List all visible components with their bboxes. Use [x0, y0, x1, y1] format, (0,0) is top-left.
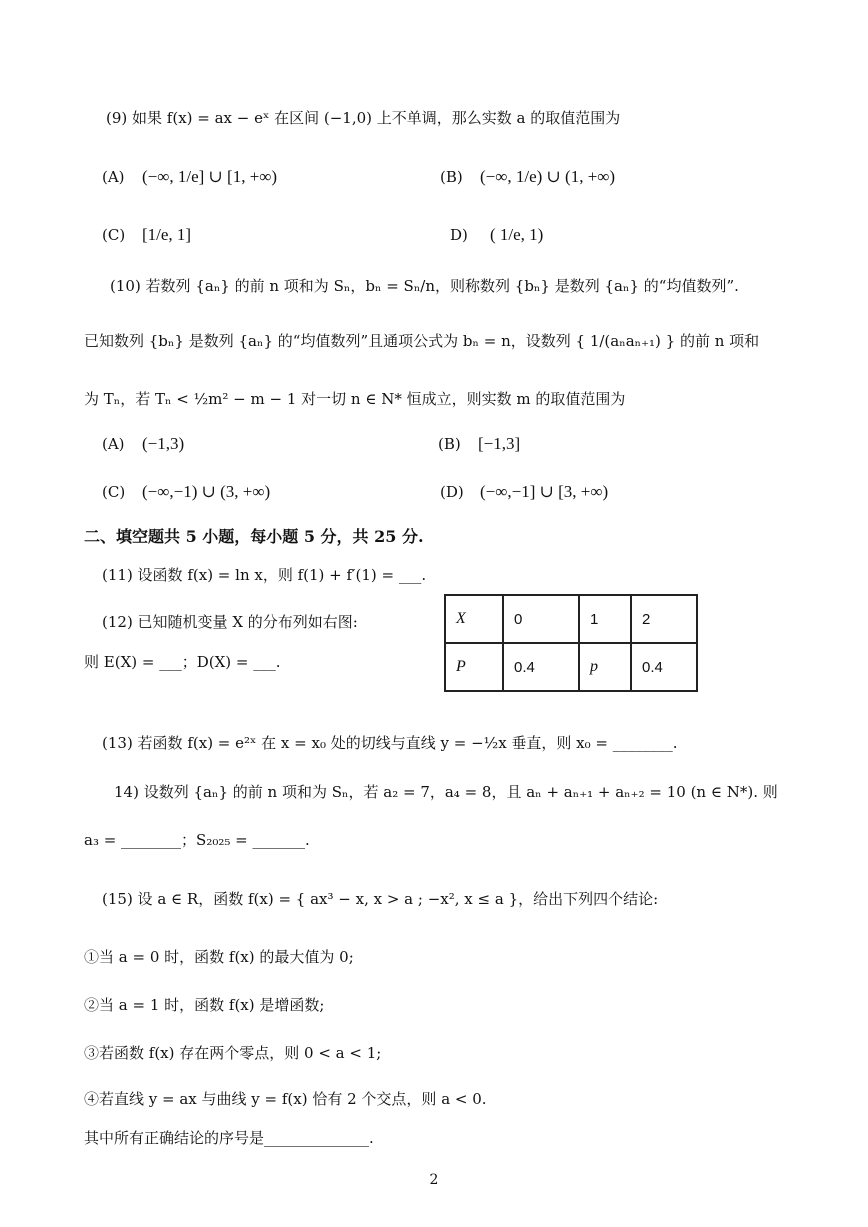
table-row — [445, 595, 697, 643]
table-cell: X — [445, 595, 503, 643]
table-cell: 0 — [503, 595, 579, 643]
q14-line-1: 14) 设数列 {aₙ} 的前 n 项和为 Sₙ，若 a₂ = 7，a₄ = 8，且 aₙ + aₙ₊₁ + aₙ₊₂ = 10 (n ∈ N*). 则 — [114, 783, 778, 801]
table-cell: 0.4 — [631, 643, 697, 691]
option-value: [−1,3] — [478, 434, 521, 453]
option-label: (C) — [102, 483, 126, 501]
table-cell: p — [579, 643, 631, 691]
option-label: (A) — [102, 435, 125, 453]
option-label: (D) — [440, 483, 464, 501]
q15-conclusion-3: ③若函数 f(x) 存在两个零点，则 0 < a < 1; — [84, 1044, 382, 1062]
q9-option-d — [450, 225, 543, 245]
q10-option-a — [102, 434, 184, 454]
option-value: (−∞,−1) ∪ (3, +∞) — [142, 482, 271, 501]
q10-line-3: 为 Tₙ，若 Tₙ < ½m² − m − 1 对一切 n ∈ N* 恒成立，则实数 m 的取值范围为 — [84, 390, 626, 408]
table-row — [445, 643, 697, 691]
table-cell: P — [445, 643, 503, 691]
table-cell: 2 — [631, 595, 697, 643]
q10-option-c — [102, 482, 270, 502]
q12-line-2: 则 E(X) = ___；D(X) = ___. — [84, 653, 281, 671]
option-label: D) — [450, 226, 468, 244]
q9-text: (9) 如果 f(x) = ax − eˣ 在区间 (−1,0) 上不单调，那么实数 a 的取值范围为 — [106, 109, 621, 127]
q12-line-1: (12) 已知随机变量 X 的分布列如右图: — [102, 613, 358, 631]
q15-conclusion-1: ①当 a = 0 时，函数 f(x) 的最大值为 0; — [84, 948, 354, 966]
option-label: (B) — [440, 168, 463, 186]
option-value: (−∞, 1/e) ∪ (1, +∞) — [480, 167, 616, 186]
q9-option-c — [102, 225, 191, 245]
table-cell: 1 — [579, 595, 631, 643]
distribution-table — [444, 594, 698, 692]
option-value: (−∞, 1/e] ∪ [1, +∞) — [142, 167, 278, 186]
q10-option-d — [440, 482, 608, 502]
table-cell: 0.4 — [503, 643, 579, 691]
option-value: [1/e, 1] — [142, 225, 192, 244]
q10-line-2: 已知数列 {bₙ} 是数列 {aₙ} 的“均值数列”且通项公式为 bₙ = n，设数列 { 1/(aₙaₙ₊₁) } 的前 n 项和 — [84, 332, 760, 350]
q15-conclusion-2: ②当 a = 1 时，函数 f(x) 是增函数; — [84, 996, 325, 1014]
q10-line-1: (10) 若数列 {aₙ} 的前 n 项和为 Sₙ，bₙ = Sₙ/n，则称数列 {bₙ} 是数列 {aₙ} 的“均值数列”. — [110, 277, 739, 295]
q15-conclusion-4: ④若直线 y = ax 与曲线 y = f(x) 恰有 2 个交点，则 a < 0. — [84, 1090, 487, 1108]
option-value: (−1,3) — [142, 434, 185, 453]
option-label: (C) — [102, 226, 126, 244]
q9-option-b — [440, 167, 615, 187]
page-number: 2 — [429, 1172, 439, 1188]
q15-intro: (15) 设 a ∈ R，函数 f(x) = { ax³ − x, x > a ; −x², x ≤ a }，给出下列四个结论: — [102, 890, 659, 908]
q9-option-a — [102, 167, 277, 187]
option-value: ( 1/e, 1) — [490, 225, 544, 244]
section-heading: 二、填空题共 5 小题，每小题 5 分，共 25 分. — [84, 527, 424, 546]
q15-ending: 其中所有正确结论的序号是______________. — [84, 1129, 374, 1147]
option-label: (A) — [102, 168, 125, 186]
q14-line-2: a₃ = ________；S₂₀₂₅ = _______. — [84, 831, 310, 849]
option-label: (B) — [438, 435, 461, 453]
q11-text: (11) 设函数 f(x) = ln x，则 f(1) + f′(1) = ___. — [102, 566, 427, 584]
q10-option-b — [438, 434, 520, 454]
option-value: (−∞,−1] ∪ [3, +∞) — [480, 482, 609, 501]
q13-text: (13) 若函数 f(x) = e²ˣ 在 x = x₀ 处的切线与直线 y = −½x 垂直，则 x₀ = ________. — [102, 734, 678, 752]
